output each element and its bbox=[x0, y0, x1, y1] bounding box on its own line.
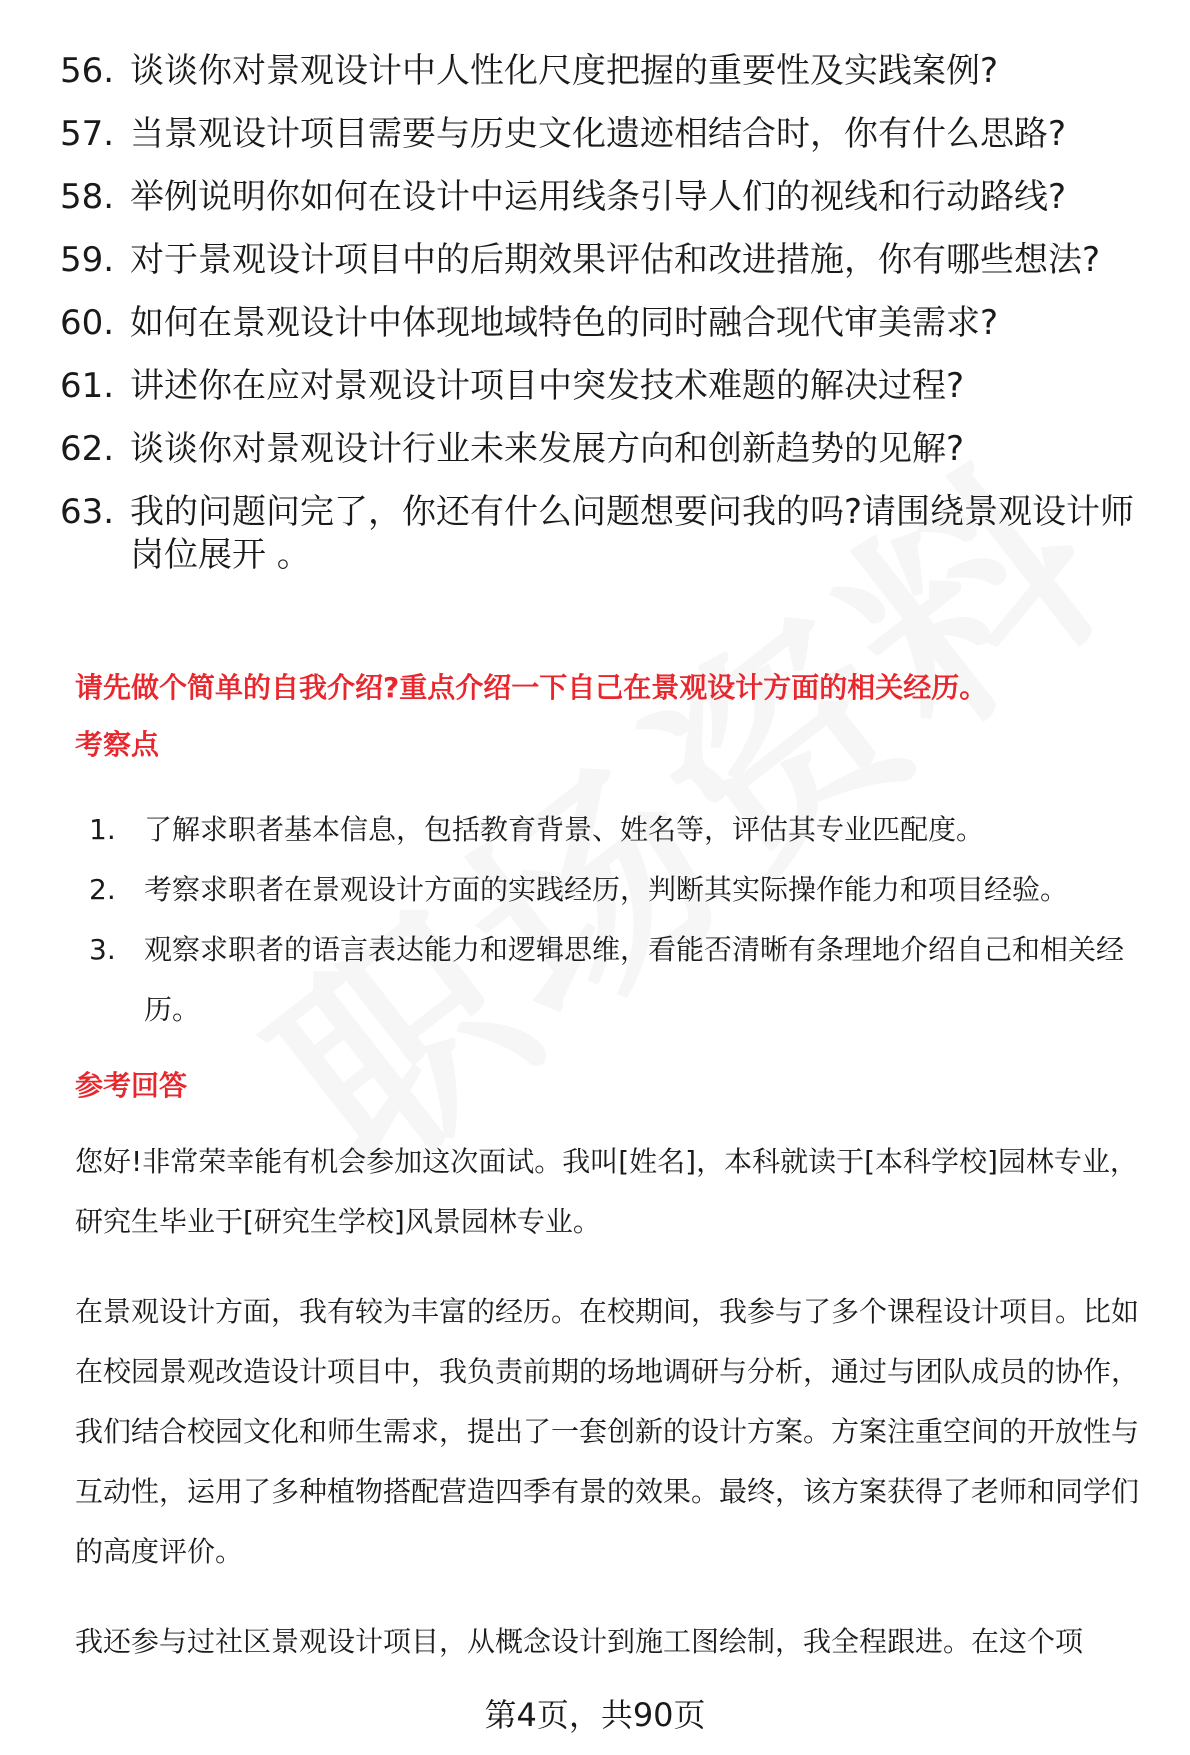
page-footer: 第4页，共90页 bbox=[484, 1696, 706, 1734]
key-point-text: 考察求职者在景观设计方面的实践经历，判断其实际操作能力和项目经验。 bbox=[144, 873, 1069, 906]
reference-title: 参考回答 bbox=[75, 1069, 188, 1102]
key-points-title: 考察点 bbox=[75, 728, 160, 761]
question-item bbox=[60, 113, 1160, 156]
question-item bbox=[60, 239, 1160, 282]
key-point-text: 观察求职者的语言表达能力和逻辑思维，看能否清晰有条理地介绍自己和相关经历。 bbox=[144, 933, 1125, 1026]
question-text: 我的问题问完了，你还有什么问题想要问我的吗?请围绕景观设计师岗位展开 。 bbox=[130, 492, 1135, 575]
answer-paragraph: 在景观设计方面，我有较为丰富的经历。在校期间，我参与了多个课程设计项目。比如在校园景观改造设计项目中，我负责前期的场地调研与分析，通过与团队成员的协作，我们结合校园文化和师生需求，提出了一套创新的设计方案。方案注重空间的开放性与互动性，运用了多种植物搭配营造四季有景的效果。最终，该方案获得了老师和同学们的高度评价。 bbox=[75, 1295, 1140, 1568]
question-number: 57. bbox=[60, 114, 115, 154]
reference-heading bbox=[75, 1068, 1155, 1104]
question-text: 谈谈你对景观设计中人性化尺度把握的重要性及实践案例? bbox=[130, 51, 999, 91]
question-text: 当景观设计项目需要与历史文化遗迹相结合时，你有什么思路? bbox=[130, 114, 1067, 154]
question-list bbox=[60, 50, 1160, 597]
key-points-list bbox=[75, 800, 1155, 1040]
question-number: 59. bbox=[60, 240, 115, 280]
answer-paragraph: 我还参与过社区景观设计项目，从概念设计到施工图绘制，我全程跟进。在这个项 bbox=[75, 1625, 1084, 1658]
intro-question-text: 请先做个简单的自我介绍?重点介绍一下自己在景观设计方面的相关经历。 bbox=[75, 671, 988, 704]
key-point-item bbox=[75, 800, 1155, 860]
question-number: 63. bbox=[60, 492, 115, 532]
key-points-heading bbox=[75, 727, 1155, 763]
key-point-number: 1. bbox=[89, 813, 116, 846]
question-number: 60. bbox=[60, 303, 115, 343]
key-point-item bbox=[75, 860, 1155, 920]
question-text: 讲述你在应对景观设计项目中突发技术难题的解决过程? bbox=[130, 366, 965, 406]
answer-paragraph: 您好!非常荣幸能有机会参加这次面试。我叫[姓名]，本科就读于[本科学校]园林专业，研究生毕业于[研究生学校]风景园林专业。 bbox=[75, 1145, 1138, 1238]
key-point-item bbox=[75, 920, 1155, 1040]
question-item bbox=[60, 302, 1160, 345]
question-text: 对于景观设计项目中的后期效果评估和改进措施，你有哪些想法? bbox=[130, 240, 1101, 280]
question-text: 举例说明你如何在设计中运用线条引导人们的视线和行动路线? bbox=[130, 177, 1067, 217]
question-number: 58. bbox=[60, 177, 115, 217]
question-item bbox=[60, 50, 1160, 93]
key-point-number: 3. bbox=[89, 933, 116, 966]
question-item bbox=[60, 491, 1160, 577]
question-item bbox=[60, 428, 1160, 471]
question-item bbox=[60, 365, 1160, 408]
question-item bbox=[60, 176, 1160, 219]
question-number: 62. bbox=[60, 429, 115, 469]
question-text: 谈谈你对景观设计行业未来发展方向和创新趋势的见解? bbox=[130, 429, 965, 469]
question-number: 61. bbox=[60, 366, 115, 406]
question-text: 如何在景观设计中体现地域特色的同时融合现代审美需求? bbox=[130, 303, 999, 343]
key-point-text: 了解求职者基本信息，包括教育背景、姓名等，评估其专业匹配度。 bbox=[144, 813, 985, 846]
key-point-number: 2. bbox=[89, 873, 116, 906]
question-number: 56. bbox=[60, 51, 115, 91]
intro-question bbox=[75, 670, 1155, 706]
